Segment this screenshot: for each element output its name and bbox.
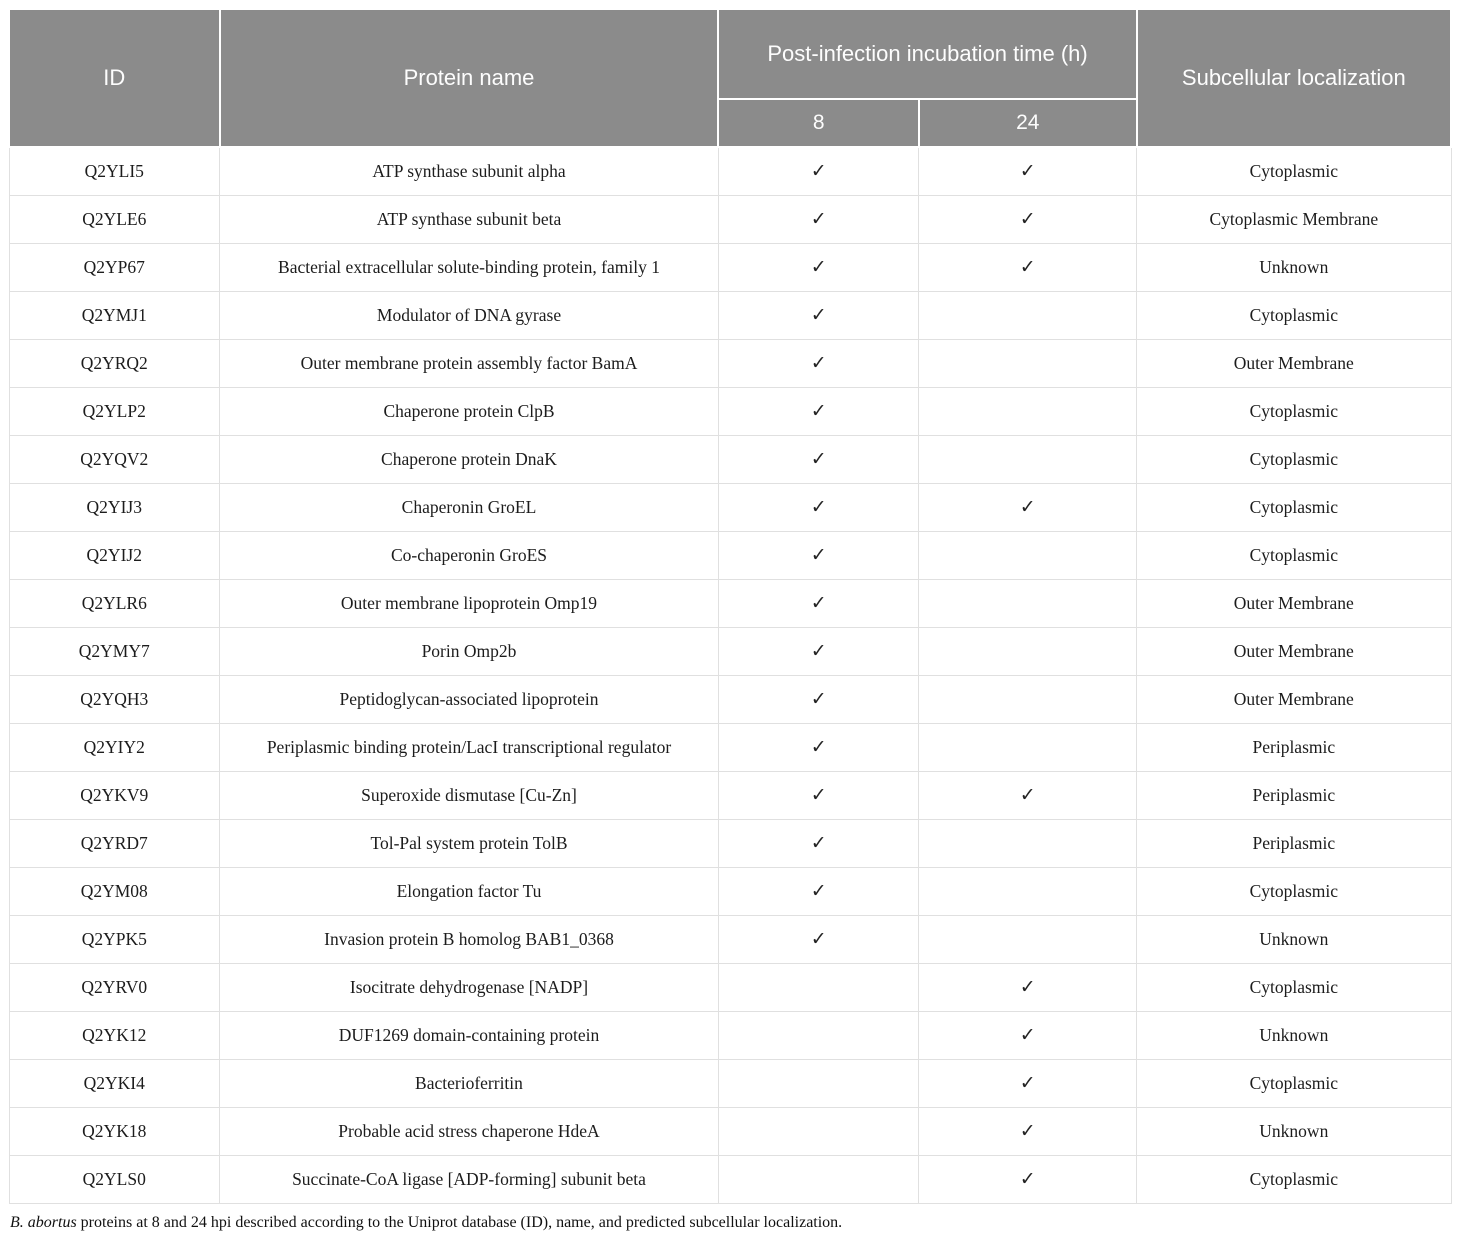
cell-protein-name: Bacterioferritin xyxy=(220,1059,719,1107)
cell-24h-checkmark xyxy=(919,531,1137,579)
cell-localization: Cytoplasmic Membrane xyxy=(1137,195,1451,243)
cell-8h-checkmark: ✓ xyxy=(718,483,918,531)
table-row xyxy=(9,387,1451,435)
cell-protein-name: Elongation factor Tu xyxy=(220,867,719,915)
cell-24h-checkmark xyxy=(919,627,1137,675)
cell-id: Q2YQH3 xyxy=(9,675,220,723)
cell-24h-checkmark: ✓ xyxy=(919,1011,1137,1059)
cell-24h-checkmark: ✓ xyxy=(919,1107,1137,1155)
table-row xyxy=(9,195,1451,243)
cell-id: Q2YLR6 xyxy=(9,579,220,627)
cell-8h-checkmark xyxy=(718,963,918,1011)
cell-id: Q2YIJ3 xyxy=(9,483,220,531)
cell-localization: Outer Membrane xyxy=(1137,339,1451,387)
cell-localization: Cytoplasmic xyxy=(1137,1155,1451,1203)
table-row xyxy=(9,531,1451,579)
cell-localization: Unknown xyxy=(1137,915,1451,963)
cell-8h-checkmark: ✓ xyxy=(718,627,918,675)
cell-id: Q2YRV0 xyxy=(9,963,220,1011)
cell-protein-name: Probable acid stress chaperone HdeA xyxy=(220,1107,719,1155)
cell-protein-name: Outer membrane protein assembly factor BamA xyxy=(220,339,719,387)
table-row xyxy=(9,435,1451,483)
cell-8h-checkmark: ✓ xyxy=(718,291,918,339)
cell-localization: Unknown xyxy=(1137,1107,1451,1155)
cell-protein-name: Outer membrane lipoprotein Omp19 xyxy=(220,579,719,627)
cell-localization: Outer Membrane xyxy=(1137,675,1451,723)
cell-localization: Cytoplasmic xyxy=(1137,147,1451,195)
cell-protein-name: Chaperonin GroEL xyxy=(220,483,719,531)
cell-8h-checkmark: ✓ xyxy=(718,723,918,771)
cell-24h-checkmark: ✓ xyxy=(919,483,1137,531)
cell-24h-checkmark xyxy=(919,579,1137,627)
cell-24h-checkmark: ✓ xyxy=(919,771,1137,819)
cell-localization: Cytoplasmic xyxy=(1137,531,1451,579)
cell-id: Q2YK12 xyxy=(9,1011,220,1059)
cell-localization: Unknown xyxy=(1137,243,1451,291)
cell-id: Q2YK18 xyxy=(9,1107,220,1155)
cell-id: Q2YMY7 xyxy=(9,627,220,675)
cell-8h-checkmark: ✓ xyxy=(718,147,918,195)
cell-8h-checkmark: ✓ xyxy=(718,579,918,627)
cell-24h-checkmark: ✓ xyxy=(919,147,1137,195)
cell-id: Q2YRQ2 xyxy=(9,339,220,387)
cell-24h-checkmark: ✓ xyxy=(919,243,1137,291)
cell-id: Q2YRD7 xyxy=(9,819,220,867)
cell-localization: Periplasmic xyxy=(1137,723,1451,771)
cell-localization: Cytoplasmic xyxy=(1137,963,1451,1011)
cell-24h-checkmark xyxy=(919,867,1137,915)
table-row xyxy=(9,867,1451,915)
cell-8h-checkmark: ✓ xyxy=(718,771,918,819)
footnote-species-name: B. abortus xyxy=(10,1213,77,1231)
header-row-main xyxy=(9,9,1451,99)
cell-id: Q2YPK5 xyxy=(9,915,220,963)
col-header-protein-name: Protein name xyxy=(220,9,719,147)
table-row xyxy=(9,963,1451,1011)
cell-24h-checkmark: ✓ xyxy=(919,1059,1137,1107)
cell-localization: Cytoplasmic xyxy=(1137,435,1451,483)
cell-protein-name: Modulator of DNA gyrase xyxy=(220,291,719,339)
cell-localization: Cytoplasmic xyxy=(1137,1059,1451,1107)
cell-id: Q2YKV9 xyxy=(9,771,220,819)
cell-id: Q2YMJ1 xyxy=(9,291,220,339)
cell-localization: Cytoplasmic xyxy=(1137,387,1451,435)
cell-protein-name: Bacterial extracellular solute-binding protein, family 1 xyxy=(220,243,719,291)
cell-id: Q2YM08 xyxy=(9,867,220,915)
col-header-id: ID xyxy=(9,9,220,147)
cell-protein-name: Superoxide dismutase [Cu-Zn] xyxy=(220,771,719,819)
cell-protein-name: Periplasmic binding protein/LacI transcriptional regulator xyxy=(220,723,719,771)
table-body xyxy=(9,147,1451,1203)
cell-8h-checkmark xyxy=(718,1011,918,1059)
table-row xyxy=(9,579,1451,627)
cell-8h-checkmark xyxy=(718,1059,918,1107)
cell-id: Q2YIJ2 xyxy=(9,531,220,579)
cell-protein-name: Succinate-CoA ligase [ADP-forming] subunit beta xyxy=(220,1155,719,1203)
table-header xyxy=(9,9,1451,147)
cell-8h-checkmark: ✓ xyxy=(718,675,918,723)
cell-localization: Cytoplasmic xyxy=(1137,867,1451,915)
table-row xyxy=(9,627,1451,675)
table-row xyxy=(9,1107,1451,1155)
cell-protein-name: Peptidoglycan-associated lipoprotein xyxy=(220,675,719,723)
cell-localization: Outer Membrane xyxy=(1137,579,1451,627)
cell-id: Q2YQV2 xyxy=(9,435,220,483)
cell-protein-name: Tol-Pal system protein TolB xyxy=(220,819,719,867)
cell-8h-checkmark xyxy=(718,1155,918,1203)
footnote-text: proteins at 8 and 24 hpi described according to the Uniprot database (ID), name, and predicted subcellular localization. xyxy=(76,1213,843,1231)
col-header-8h: 8 xyxy=(718,99,918,147)
col-header-24h: 24 xyxy=(919,99,1137,147)
cell-24h-checkmark xyxy=(919,387,1137,435)
cell-localization: Cytoplasmic xyxy=(1137,483,1451,531)
cell-24h-checkmark: ✓ xyxy=(919,1155,1137,1203)
cell-8h-checkmark: ✓ xyxy=(718,819,918,867)
cell-protein-name: Chaperone protein ClpB xyxy=(220,387,719,435)
cell-8h-checkmark: ✓ xyxy=(718,531,918,579)
cell-8h-checkmark: ✓ xyxy=(718,339,918,387)
cell-protein-name: Chaperone protein DnaK xyxy=(220,435,719,483)
table-row xyxy=(9,675,1451,723)
table-row xyxy=(9,147,1451,195)
cell-protein-name: ATP synthase subunit beta xyxy=(220,195,719,243)
cell-id: Q2YLI5 xyxy=(9,147,220,195)
cell-8h-checkmark: ✓ xyxy=(718,243,918,291)
cell-id: Q2YLP2 xyxy=(9,387,220,435)
cell-localization: Outer Membrane xyxy=(1137,627,1451,675)
cell-24h-checkmark xyxy=(919,819,1137,867)
cell-24h-checkmark: ✓ xyxy=(919,963,1137,1011)
cell-24h-checkmark xyxy=(919,723,1137,771)
cell-24h-checkmark xyxy=(919,915,1137,963)
cell-8h-checkmark xyxy=(718,1107,918,1155)
cell-24h-checkmark xyxy=(919,291,1137,339)
cell-localization: Unknown xyxy=(1137,1011,1451,1059)
table-row xyxy=(9,243,1451,291)
cell-protein-name: Invasion protein B homolog BAB1_0368 xyxy=(220,915,719,963)
cell-24h-checkmark xyxy=(919,675,1137,723)
cell-8h-checkmark: ✓ xyxy=(718,867,918,915)
table-row xyxy=(9,291,1451,339)
cell-24h-checkmark xyxy=(919,339,1137,387)
cell-protein-name: Porin Omp2b xyxy=(220,627,719,675)
protein-table xyxy=(8,8,1452,1204)
cell-8h-checkmark: ✓ xyxy=(718,915,918,963)
cell-id: Q2YP67 xyxy=(9,243,220,291)
table-row xyxy=(9,1011,1451,1059)
cell-24h-checkmark xyxy=(919,435,1137,483)
cell-24h-checkmark: ✓ xyxy=(919,195,1137,243)
table-row xyxy=(9,1155,1451,1203)
cell-localization: Periplasmic xyxy=(1137,819,1451,867)
col-header-localization: Subcellular localization xyxy=(1137,9,1451,147)
cell-protein-name: Isocitrate dehydrogenase [NADP] xyxy=(220,963,719,1011)
cell-8h-checkmark: ✓ xyxy=(718,435,918,483)
cell-8h-checkmark: ✓ xyxy=(718,387,918,435)
cell-id: Q2YKI4 xyxy=(9,1059,220,1107)
cell-protein-name: DUF1269 domain-containing protein xyxy=(220,1011,719,1059)
cell-protein-name: ATP synthase subunit alpha xyxy=(220,147,719,195)
table-row xyxy=(9,771,1451,819)
table-row xyxy=(9,915,1451,963)
table-row xyxy=(9,723,1451,771)
cell-id: Q2YLE6 xyxy=(9,195,220,243)
cell-localization: Cytoplasmic xyxy=(1137,291,1451,339)
cell-localization: Periplasmic xyxy=(1137,771,1451,819)
table-row xyxy=(9,1059,1451,1107)
table-row xyxy=(9,819,1451,867)
table-row xyxy=(9,483,1451,531)
table-footnote xyxy=(8,1204,1452,1246)
cell-id: Q2YLS0 xyxy=(9,1155,220,1203)
cell-8h-checkmark: ✓ xyxy=(718,195,918,243)
cell-id: Q2YIY2 xyxy=(9,723,220,771)
table-row xyxy=(9,339,1451,387)
col-header-incubation-group: Post-infection incubation time (h) xyxy=(718,9,1136,99)
cell-protein-name: Co-chaperonin GroES xyxy=(220,531,719,579)
